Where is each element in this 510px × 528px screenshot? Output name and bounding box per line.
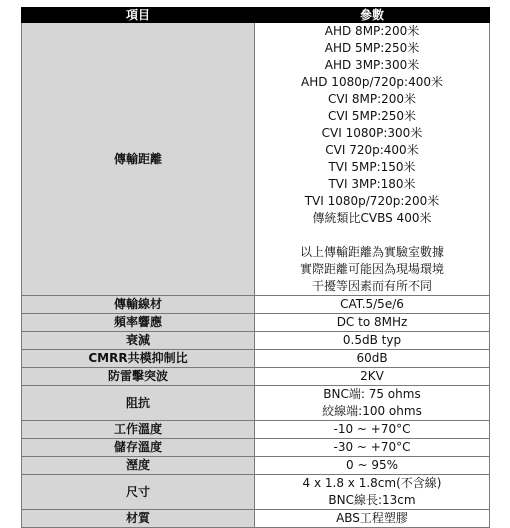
value-line: 2KV [360, 369, 384, 383]
row-label: 傳輸距離 [22, 23, 255, 296]
spec-table [21, 7, 490, 528]
table-header-row [22, 8, 490, 23]
table-row [22, 386, 490, 421]
value-line: AHD 3MP:300米 [324, 58, 420, 72]
value-line: BNC端: 75 ohms [323, 387, 421, 401]
row-label: 衰減 [22, 332, 255, 350]
value-line: 0.5dB typ [342, 333, 402, 347]
row-value [255, 332, 490, 350]
row-value [255, 475, 490, 510]
value-line: BNC線長:13cm [328, 493, 416, 507]
row-label: 防雷擊突波 [22, 368, 255, 386]
table-row [22, 475, 490, 510]
table-row [22, 23, 490, 296]
header-parameter: 參數 [255, 8, 490, 23]
row-label: CMRR共模抑制比 [22, 350, 255, 368]
row-label: 尺寸 [22, 475, 255, 510]
row-value [255, 314, 490, 332]
row-value [255, 510, 490, 528]
table-row [22, 439, 490, 457]
value-line: ABS工程塑膠 [336, 511, 408, 525]
value-line: -10 ~ +70°C [333, 422, 411, 436]
table-row [22, 421, 490, 439]
value-line: 60dB [356, 351, 388, 365]
table-row [22, 350, 490, 368]
table-row [22, 368, 490, 386]
table-row [22, 510, 490, 528]
header-item: 項目 [22, 8, 255, 23]
row-value [255, 350, 490, 368]
row-value [255, 457, 490, 475]
row-value [255, 421, 490, 439]
value-line: 4 x 1.8 x 1.8cm(不含線) [302, 476, 442, 490]
value-line: CVI 8MP:200米 [327, 92, 417, 106]
note-line: 干擾等因素而有所不同 [311, 279, 432, 293]
value-line: TVI 5MP:150米 [328, 160, 416, 174]
row-value [255, 296, 490, 314]
row-label: 溼度 [22, 457, 255, 475]
value-line: AHD 1080p/720p:400米 [301, 75, 443, 89]
value-line: -30 ~ +70°C [333, 440, 411, 454]
value-line: AHD 5MP:250米 [324, 41, 420, 55]
value-line: CVI 720p:400米 [325, 143, 419, 157]
row-label: 阻抗 [22, 386, 255, 421]
value-line: TVI 1080p/720p:200米 [304, 194, 440, 208]
value-line: DC to 8MHz [336, 315, 408, 329]
note-line: 以上傳輸距離為實驗室數據 [299, 245, 444, 259]
row-label: 頻率響應 [22, 314, 255, 332]
row-value [255, 368, 490, 386]
value-line: 0 ~ 95% [346, 458, 398, 472]
value-line: TVI 3MP:180米 [328, 177, 416, 191]
value-line: CVI 1080P:300米 [321, 126, 423, 140]
row-value [255, 386, 490, 421]
row-label: 傳輸線材 [22, 296, 255, 314]
value-line: CAT.5/5e/6 [340, 297, 404, 311]
value-line: 傳統類比CVBS 400米 [312, 211, 432, 225]
table-row [22, 457, 490, 475]
row-value [255, 439, 490, 457]
row-value [255, 23, 490, 296]
spacer [255, 227, 489, 244]
table-row [22, 332, 490, 350]
note-line: 實際距離可能因為現場環境 [299, 262, 444, 276]
table-row [22, 296, 490, 314]
table-row [22, 314, 490, 332]
value-line: CVI 5MP:250米 [327, 109, 417, 123]
row-label: 材質 [22, 510, 255, 528]
row-label: 工作溫度 [22, 421, 255, 439]
value-line: AHD 8MP:200米 [324, 24, 420, 38]
value-line: 絞線端:100 ohms [322, 404, 422, 418]
row-label: 儲存溫度 [22, 439, 255, 457]
